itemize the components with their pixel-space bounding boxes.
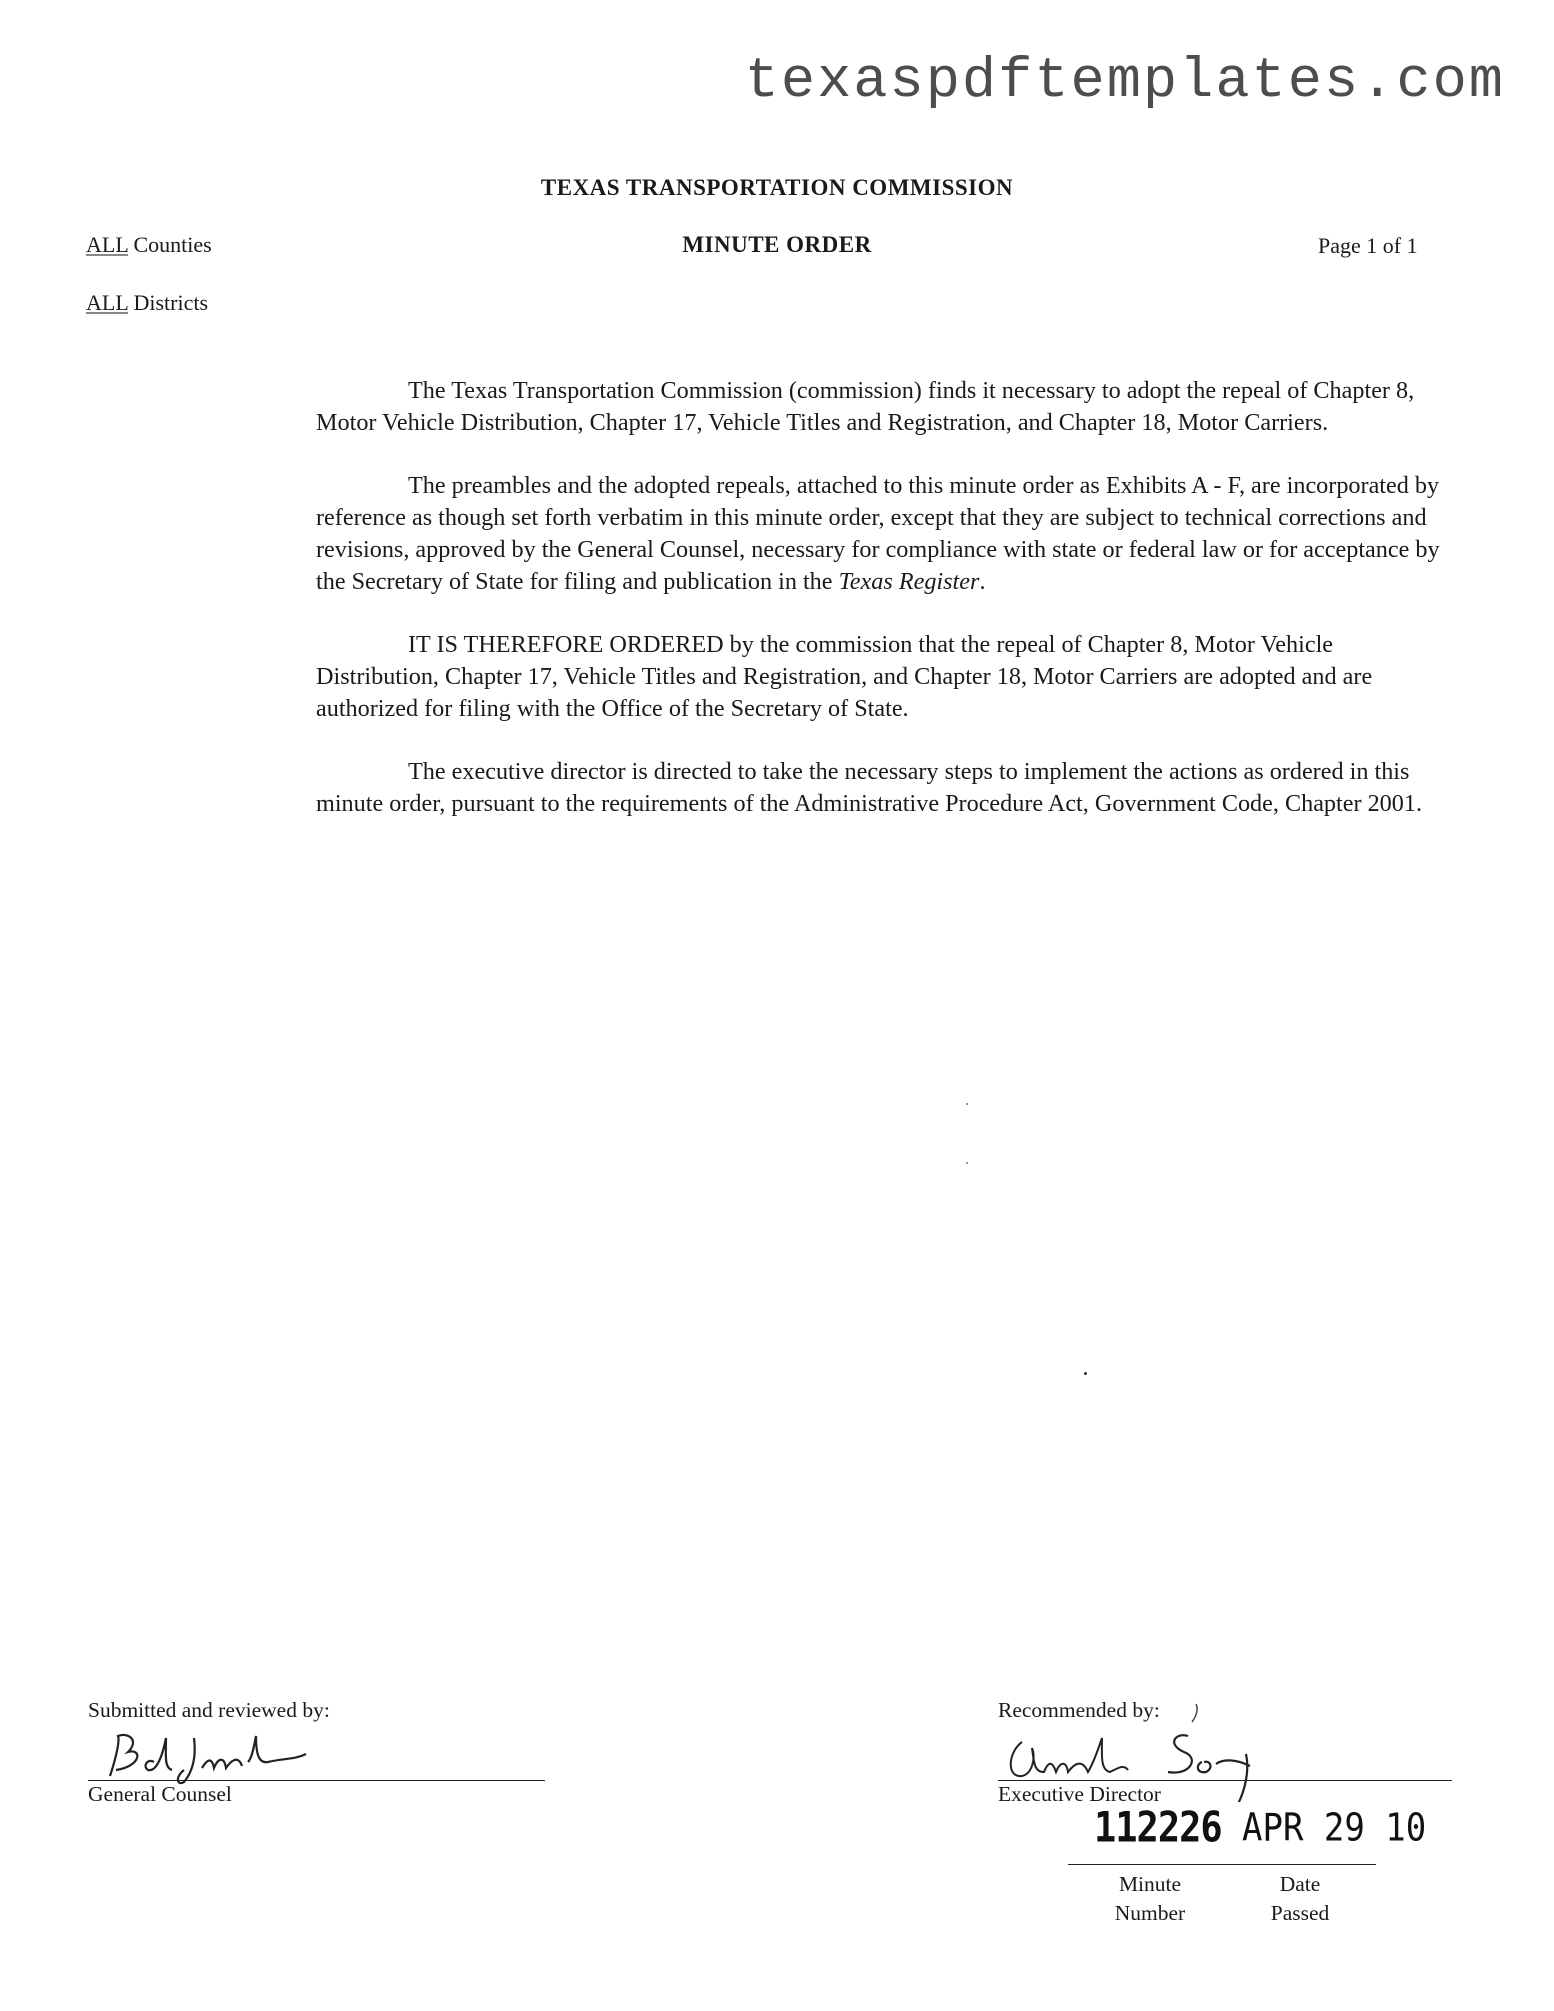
paragraph-direction: The executive director is directed to take the necessary steps to implement the actions as ordered in this minute order, pursuant to the requirements of the Administrative Procedure Act, Government Code, Chapter 2001. (316, 758, 1423, 817)
minute-number-caption-line2: Number (1114, 1901, 1186, 1925)
counsel-title: General Counsel (88, 1782, 232, 1806)
director-signature-line (998, 1780, 1452, 1781)
districts-prefix: ALL (86, 290, 128, 315)
minute-number-stamp: 112226 (1094, 1803, 1222, 1852)
counsel-signature-line (88, 1780, 545, 1781)
date-passed-caption-line2: Passed (1270, 1901, 1330, 1925)
stamp-underline (1068, 1864, 1376, 1865)
scan-speck (1084, 1372, 1087, 1375)
counsel-signature-image (98, 1718, 358, 1788)
minute-number-caption (1090, 1870, 1210, 1928)
paragraph-incorporation-text: The preambles and the adopted repeals, attached to this minute order as Exhibits A - F, are incorporated by reference as though set forth verbatim in this minute order, except that they are subject to technical corrections and revisions, approved by the General Counsel, necessary for compliance with state or federal law or for acceptance by the Secretary of State for filing and publication in the (316, 472, 1440, 595)
commission-title: TEXAS TRANSPORTATION COMMISSION (540, 175, 1014, 200)
paragraph-incorporation-end: . (979, 568, 986, 595)
director-title: Executive Director (998, 1782, 1161, 1806)
counties-label (86, 232, 212, 258)
counties-prefix: ALL (86, 232, 128, 257)
scan-speck (966, 1103, 968, 1105)
date-passed-caption-line1: Date (1279, 1872, 1321, 1896)
paragraph-incorporation (316, 470, 1450, 598)
paragraph-order: IT IS THEREFORE ORDERED by the commission that the repeal of Chapter 8, Motor Vehicle Distribution, Chapter 17, Vehicle Titles and Registration, and Chapter 18, Motor Carriers are adopted and are authorized for filing with the Office of the Secretary of State. (316, 631, 1373, 722)
date-passed-caption (1240, 1870, 1360, 1928)
order-body (316, 375, 1450, 851)
date-passed-stamp: APR 29 10 (1242, 1805, 1427, 1851)
minute-number-caption-line1: Minute (1118, 1872, 1182, 1896)
districts-text: Districts (127, 290, 209, 315)
districts-label (86, 290, 208, 316)
minute-order-title: MINUTE ORDER (682, 232, 872, 257)
scan-speck (966, 1162, 968, 1164)
counties-text: Counties (127, 232, 212, 257)
texas-register-title: Texas Register (838, 568, 980, 595)
recommended-label: Recommended by: (998, 1698, 1160, 1722)
watermark: texaspdftemplates.com (744, 50, 1505, 114)
paragraph-finding: The Texas Transportation Commission (commission) finds it necessary to adopt the repeal of Chapter 8, Motor Vehicle Distribution, Chapter 17, Vehicle Titles and Registration, and Chapter 18, Motor Carriers. (316, 377, 1415, 436)
page-number: Page 1 of 1 (1318, 233, 1418, 258)
submitted-label: Submitted and reviewed by: (88, 1698, 330, 1722)
